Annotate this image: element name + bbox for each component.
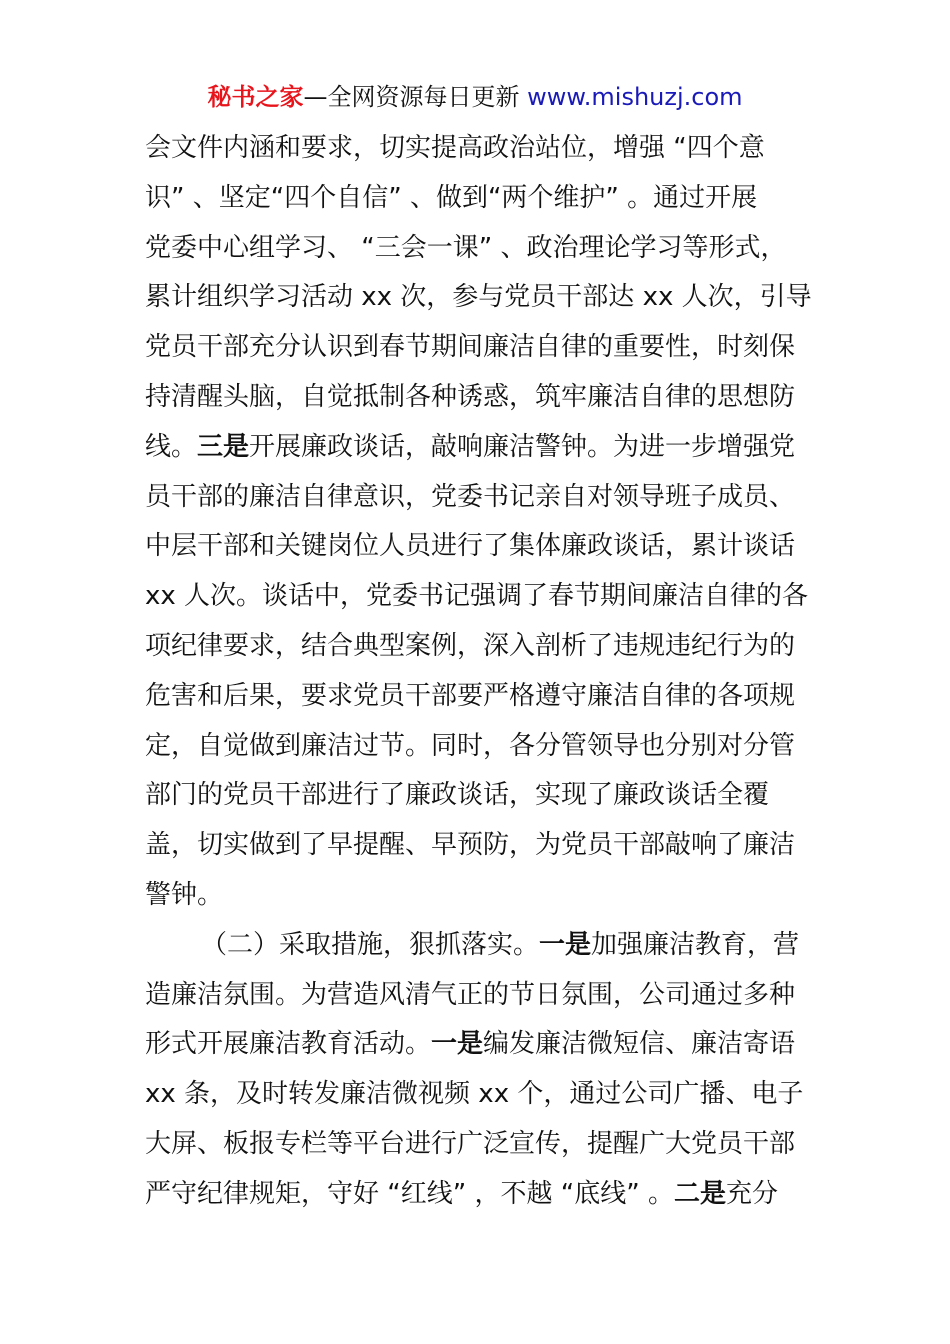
text-line bbox=[145, 821, 807, 871]
text-run: 识” 、坚定“四个自信” 、做到“两个维护” 。通过开展 bbox=[145, 182, 758, 213]
document-body bbox=[145, 124, 812, 1220]
text-run: 大屏、板报专栏等平台进行广泛宣传，提醒广大党员干部 bbox=[145, 1128, 796, 1159]
text-line bbox=[145, 174, 807, 224]
bold-emphasis: 一是 bbox=[539, 929, 592, 960]
text-run: （二）采取措施，狠抓落实。 bbox=[201, 929, 540, 960]
bold-emphasis: 一是 bbox=[431, 1029, 484, 1060]
text-line bbox=[145, 572, 807, 622]
site-tagline: —全网资源每日更新 bbox=[303, 83, 520, 111]
site-brand: 秘书之家 bbox=[207, 83, 304, 111]
text-run: 形式开展廉洁教育活动。 bbox=[145, 1029, 432, 1060]
text-run: 项纪律要求，结合典型案例，深入剖析了违规违纪行为的 bbox=[145, 630, 796, 661]
text-run: 严守纪律规矩，守好 “红线” ，不越 “底线” 。 bbox=[145, 1178, 674, 1209]
text-run: 盖，切实做到了早提醒、早预防，为党员干部敲响了廉洁 bbox=[145, 830, 796, 861]
text-run: 党委中心组学习、 “三会一课” 、政治理论学习等形式， bbox=[145, 232, 787, 263]
text-line bbox=[145, 672, 807, 722]
text-run: xx 条，及时转发廉洁微视频 xx 个，通过公司广播、电子 bbox=[145, 1079, 804, 1110]
bold-emphasis: 二是 bbox=[673, 1178, 726, 1209]
text-run: 累计组织学习活动 xx 次，参与党员干部达 xx 人次，引导 bbox=[145, 282, 812, 313]
text-line bbox=[145, 1170, 807, 1220]
text-line bbox=[145, 771, 807, 821]
text-line bbox=[145, 423, 807, 473]
text-run: 充分 bbox=[725, 1178, 778, 1209]
text-run: 警钟。 bbox=[145, 879, 224, 910]
site-url-link[interactable]: www.mishuzj.com bbox=[527, 83, 743, 111]
text-line bbox=[145, 1070, 807, 1120]
text-line bbox=[145, 1020, 807, 1070]
text-run: 危害和后果，要求党员干部要严格遵守廉洁自律的各项规 bbox=[145, 680, 796, 711]
text-line bbox=[145, 921, 807, 971]
text-run: 线。 bbox=[145, 431, 198, 462]
text-run: 编发廉洁微短信、廉洁寄语 bbox=[483, 1029, 796, 1060]
text-run: 中层干部和关键岗位人员进行了集体廉政谈话，累计谈话 bbox=[145, 531, 796, 562]
text-run: 定，自觉做到廉洁过节。同时，各分管领导也分别对分管 bbox=[145, 730, 796, 761]
text-line bbox=[145, 722, 807, 772]
text-line bbox=[145, 224, 807, 274]
text-run: 会文件内涵和要求，切实提高政治站位，增强 “四个意 bbox=[145, 133, 765, 163]
site-header bbox=[0, 80, 950, 114]
bold-emphasis: 三是 bbox=[197, 431, 250, 462]
text-line bbox=[145, 323, 807, 373]
text-run: 加强廉洁教育，营 bbox=[591, 929, 800, 960]
text-line bbox=[145, 1120, 807, 1170]
text-run: xx 人次。谈话中，党委书记强调了春节期间廉洁自律的各 bbox=[145, 581, 809, 612]
text-run: 持清醒头脑，自觉抵制各种诱惑，筑牢廉洁自律的思想防 bbox=[145, 381, 796, 412]
text-run: 部门的党员干部进行了廉政谈话，实现了廉政谈话全覆 bbox=[145, 780, 770, 811]
text-line bbox=[145, 971, 807, 1021]
text-run: 员干部的廉洁自律意识，党委书记亲自对领导班子成员、 bbox=[145, 481, 796, 512]
text-run: 造廉洁氛围。为营造风清气正的节日氛围，公司通过多种 bbox=[145, 979, 796, 1010]
text-line bbox=[145, 522, 807, 572]
text-line bbox=[145, 273, 812, 323]
text-line bbox=[145, 124, 807, 174]
text-line bbox=[145, 622, 807, 672]
text-line bbox=[145, 473, 807, 523]
text-run: 党员干部充分认识到春节期间廉洁自律的重要性，时刻保 bbox=[145, 332, 796, 363]
text-line bbox=[145, 373, 807, 423]
text-line bbox=[145, 871, 807, 921]
text-run: 开展廉政谈话，敲响廉洁警钟。为进一步增强党 bbox=[249, 431, 796, 462]
